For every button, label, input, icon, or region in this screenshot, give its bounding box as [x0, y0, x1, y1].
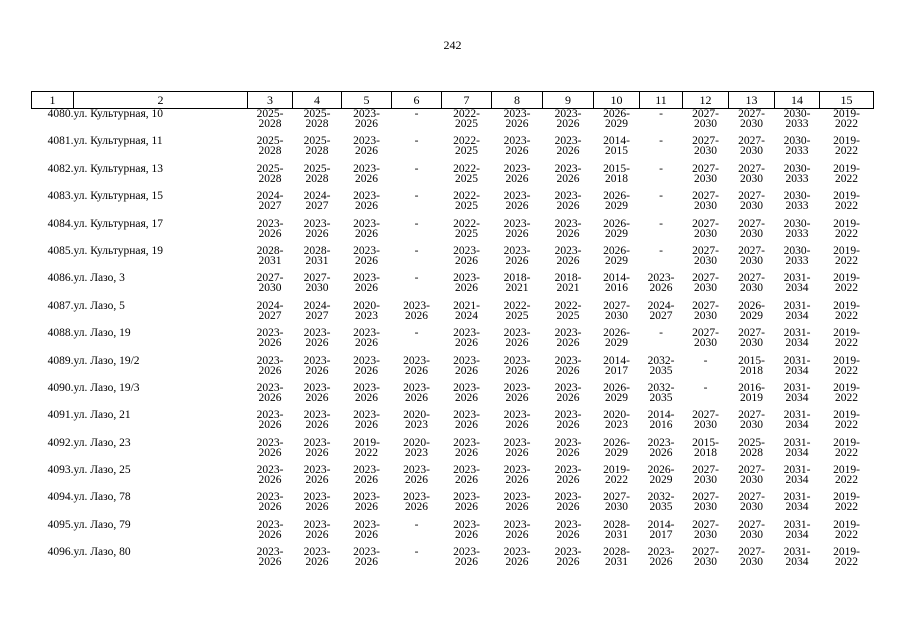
period-cell: 2023- 2026	[353, 327, 380, 350]
period-cell: 2023- 2026	[554, 464, 582, 487]
table-row	[32, 383, 874, 410]
period-cell: 2030- 2033	[783, 190, 811, 213]
period-cell: -	[414, 162, 419, 175]
period-cell: -	[703, 354, 708, 367]
period-cell: 2023- 2026	[256, 354, 284, 377]
period-cell: 2023- 2026	[353, 217, 380, 240]
row-number: 4090.	[47, 381, 74, 394]
row-number: 4086.	[47, 272, 74, 285]
row-number: 4092.	[47, 436, 74, 449]
period-cell: 2028- 2031	[603, 518, 630, 541]
period-cell: 2023- 2026	[554, 162, 582, 185]
period-cell: 2020- 2023	[603, 409, 630, 432]
period-cell: 2019- 2022	[833, 546, 860, 569]
period-cell: 2023- 2026	[554, 491, 582, 514]
address-cell: ул. Лазо, 78	[73, 491, 131, 504]
period-cell: 2027- 2030	[738, 217, 765, 240]
period-cell: -	[659, 108, 663, 120]
period-cell: 2023- 2026	[554, 354, 582, 377]
period-cell: 2031- 2034	[783, 381, 811, 404]
period-cell: 2023- 2026	[554, 381, 582, 404]
period-cell: 2030- 2033	[783, 244, 811, 267]
period-cell: 2025- 2028	[303, 135, 331, 158]
period-cell: 2023- 2026	[503, 464, 531, 487]
period-cell: 2027- 2030	[692, 135, 719, 158]
header-cell-3: 3	[248, 92, 293, 109]
period-cell: 2023- 2026	[503, 217, 531, 240]
header-cell-9: 9	[543, 92, 594, 109]
period-cell: 2026- 2029	[603, 436, 630, 459]
period-cell: 2019- 2022	[353, 436, 380, 459]
header-cell-7: 7	[442, 92, 492, 109]
period-cell: 2027- 2030	[692, 217, 719, 240]
period-cell: 2015- 2018	[738, 354, 765, 377]
period-cell: 2023- 2026	[503, 546, 531, 569]
period-cell: 2031- 2034	[783, 436, 811, 459]
period-cell: 2023- 2026	[353, 518, 380, 541]
period-cell: 2023- 2026	[256, 491, 284, 514]
period-cell: 2023- 2026	[503, 518, 531, 541]
period-cell: 2015- 2018	[603, 162, 630, 185]
header-cell-4: 4	[293, 92, 342, 109]
header-cell-14: 14	[775, 92, 820, 109]
period-cell: -	[659, 190, 663, 203]
period-cell: 2023- 2026	[403, 464, 430, 487]
period-cell: 2027- 2030	[692, 244, 719, 267]
page-number: 242	[443, 38, 462, 52]
period-cell: 2023- 2026	[453, 518, 480, 541]
period-cell: 2023- 2026	[453, 409, 480, 432]
period-cell: 2022- 2025	[554, 299, 582, 322]
period-cell: -	[414, 244, 419, 257]
period-cell: 2023- 2026	[503, 354, 531, 377]
period-cell: 2023- 2026	[256, 436, 284, 459]
period-cell: 2014- 2016	[603, 272, 630, 295]
period-cell: 2028- 2031	[256, 244, 284, 267]
table-row	[32, 136, 874, 163]
period-cell: 2023- 2026	[303, 381, 331, 404]
period-cell: 2023- 2026	[554, 108, 582, 130]
period-cell: 2023- 2026	[503, 327, 531, 350]
period-cell: 2022- 2025	[453, 108, 480, 130]
period-cell: 2027- 2030	[738, 491, 765, 514]
period-cell: 2025- 2028	[303, 162, 331, 185]
period-cell: 2027- 2030	[603, 299, 630, 322]
address-cell: ул. Культурная, 19	[73, 244, 164, 257]
period-cell: 2031- 2034	[783, 409, 811, 432]
period-cell: 2023- 2026	[503, 436, 531, 459]
period-cell: -	[414, 190, 419, 203]
address-cell: ул. Лазо, 25	[73, 464, 131, 477]
period-cell: 2021- 2024	[453, 299, 480, 322]
period-cell: 2023- 2026	[353, 491, 380, 514]
period-cell: 2027- 2030	[692, 162, 719, 185]
period-cell: 2027- 2030	[256, 272, 284, 295]
period-cell: 2031- 2034	[783, 518, 811, 541]
period-cell: 2027- 2030	[738, 244, 765, 267]
period-cell: 2023- 2026	[647, 272, 675, 295]
period-cell: 2027- 2030	[738, 108, 765, 130]
period-cell: 2019- 2022	[833, 464, 860, 487]
period-cell: 2023- 2026	[353, 409, 380, 432]
header-cell-2: 2	[74, 92, 248, 109]
period-cell: 2031- 2034	[783, 354, 811, 377]
period-cell: 2019- 2022	[833, 272, 860, 295]
row-number: 4088.	[47, 327, 74, 340]
address-cell: ул. Лазо, 19/2	[73, 354, 140, 367]
period-cell: 2027- 2030	[692, 190, 719, 213]
period-cell: 2023- 2026	[503, 381, 531, 404]
period-cell: 2026- 2029	[603, 244, 630, 267]
header-cell-6: 6	[392, 92, 442, 109]
table-row	[32, 356, 874, 383]
period-cell: 2023- 2026	[403, 299, 430, 322]
period-cell: 2022- 2025	[503, 299, 531, 322]
row-number: 4091.	[47, 409, 74, 422]
period-cell: 2027- 2030	[692, 108, 719, 130]
period-cell: 2023- 2026	[353, 272, 380, 295]
period-cell: 2023- 2026	[303, 217, 331, 240]
period-cell: -	[703, 381, 708, 394]
period-cell: 2024- 2027	[303, 190, 331, 213]
period-cell: 2028- 2031	[603, 546, 630, 569]
period-cell: 2019- 2022	[833, 217, 860, 240]
period-cell: 2023- 2026	[647, 436, 675, 459]
period-cell: 2020- 2023	[353, 299, 380, 322]
row-number: 4089.	[47, 354, 74, 367]
address-cell: ул. Лазо, 5	[73, 299, 125, 312]
period-cell: -	[414, 272, 419, 285]
period-cell: -	[659, 327, 663, 340]
period-cell: 2014- 2016	[647, 409, 675, 432]
table-row	[32, 520, 874, 547]
period-cell: 2023- 2026	[554, 244, 582, 267]
period-cell: 2018- 2021	[503, 272, 531, 295]
period-cell: 2023- 2026	[503, 135, 531, 158]
period-cell: -	[414, 518, 419, 531]
row-number: 4096.	[47, 546, 74, 559]
address-cell: ул. Культурная, 13	[73, 162, 164, 175]
period-cell: 2023- 2026	[353, 135, 380, 158]
period-cell: 2020- 2023	[403, 436, 430, 459]
period-cell: 2031- 2034	[783, 299, 811, 322]
period-cell: 2023- 2026	[256, 409, 284, 432]
period-cell: 2023- 2026	[256, 464, 284, 487]
period-cell: 2027- 2030	[303, 272, 331, 295]
address-cell: ул. Лазо, 21	[73, 409, 131, 422]
period-cell: 2014- 2017	[603, 354, 630, 377]
period-cell: 2022- 2025	[453, 217, 480, 240]
period-cell: 2019- 2022	[833, 327, 860, 350]
row-number: 4082.	[47, 162, 74, 175]
period-cell: 2023- 2026	[647, 546, 675, 569]
period-cell: 2023- 2026	[256, 327, 284, 350]
period-cell: 2023- 2026	[453, 464, 480, 487]
period-cell: 2026- 2029	[738, 299, 765, 322]
period-cell: 2031- 2034	[783, 491, 811, 514]
period-cell: 2025- 2028	[256, 108, 284, 130]
period-cell: 2023- 2026	[453, 381, 480, 404]
period-cell: 2026- 2029	[603, 217, 630, 240]
period-cell: 2027- 2030	[738, 190, 765, 213]
period-cell: 2023- 2026	[256, 217, 284, 240]
table-body	[32, 109, 874, 575]
period-cell: 2023- 2026	[256, 381, 284, 404]
period-cell: 2023- 2026	[303, 464, 331, 487]
period-cell: 2023- 2026	[256, 518, 284, 541]
period-cell: 2025- 2028	[738, 436, 765, 459]
row-number: 4080.	[47, 108, 74, 120]
address-cell: ул. Лазо, 3	[73, 272, 125, 285]
period-cell: 2022- 2025	[453, 190, 480, 213]
period-cell: 2019- 2022	[833, 162, 860, 185]
header-cell-13: 13	[729, 92, 775, 109]
period-cell: 2023- 2026	[303, 327, 331, 350]
period-cell: 2023- 2026	[353, 464, 380, 487]
table-header	[32, 92, 874, 109]
address-cell: ул. Лазо, 80	[73, 546, 131, 559]
table-row	[32, 246, 874, 273]
period-cell: 2019- 2022	[833, 190, 860, 213]
period-cell: 2023- 2026	[453, 546, 480, 569]
row-number: 4095.	[47, 518, 74, 531]
period-cell: 2026- 2029	[647, 464, 675, 487]
row-number: 4083.	[47, 190, 74, 203]
row-number: 4087.	[47, 299, 74, 312]
period-cell: 2031- 2034	[783, 272, 811, 295]
header-cell-10: 10	[594, 92, 640, 109]
period-cell: 2023- 2026	[353, 244, 380, 267]
period-cell: 2027- 2030	[738, 327, 765, 350]
period-cell: 2027- 2030	[692, 546, 719, 569]
period-cell: 2027- 2030	[692, 327, 719, 350]
period-cell: 2023- 2026	[554, 217, 582, 240]
period-cell: 2019- 2022	[833, 409, 860, 432]
address-cell: ул. Культурная, 17	[73, 217, 164, 230]
period-cell: 2024- 2027	[303, 299, 331, 322]
period-cell: 2019- 2022	[833, 381, 860, 404]
period-cell: 2022- 2025	[453, 162, 480, 185]
period-cell: 2026- 2029	[603, 108, 630, 130]
period-cell: 2032- 2035	[647, 354, 675, 377]
header-cell-15: 15	[820, 92, 874, 109]
period-cell: 2019- 2022	[833, 436, 860, 459]
period-cell: 2023- 2026	[554, 190, 582, 213]
period-cell: 2023- 2026	[303, 518, 331, 541]
period-cell: 2018- 2021	[554, 272, 582, 295]
address-cell: ул. Культурная, 10	[73, 108, 164, 120]
period-cell: 2020- 2023	[403, 409, 430, 432]
period-cell: 2015- 2018	[692, 436, 719, 459]
period-cell: 2031- 2034	[783, 464, 811, 487]
period-cell: 2023- 2026	[554, 135, 582, 158]
table-row	[32, 273, 874, 300]
table-row	[32, 410, 874, 437]
period-cell: 2024- 2027	[256, 190, 284, 213]
period-cell: 2030- 2033	[783, 162, 811, 185]
header-cell-8: 8	[492, 92, 543, 109]
period-cell: 2023- 2026	[353, 546, 380, 569]
period-cell: 2027- 2030	[738, 409, 765, 432]
period-cell: 2032- 2035	[647, 381, 675, 404]
period-cell: 2023- 2026	[453, 244, 480, 267]
period-cell: 2019- 2022	[833, 354, 860, 377]
period-cell: -	[414, 135, 419, 148]
address-cell: ул. Культурная, 11	[73, 135, 163, 148]
table-row	[32, 438, 874, 465]
period-cell: 2019- 2022	[833, 135, 860, 158]
period-cell: 2019- 2022	[833, 491, 860, 514]
address-cell: ул. Культурная, 15	[73, 190, 164, 203]
table-row	[32, 328, 874, 355]
period-cell: 2027- 2030	[738, 162, 765, 185]
row-number: 4085.	[47, 244, 74, 257]
period-cell: 2027- 2030	[692, 272, 719, 295]
period-cell: -	[659, 135, 663, 148]
period-cell: -	[659, 162, 663, 175]
period-cell: 2025- 2028	[256, 162, 284, 185]
header-cell-5: 5	[342, 92, 392, 109]
period-cell: 2027- 2030	[692, 409, 719, 432]
period-cell: 2023- 2026	[503, 491, 531, 514]
period-cell: 2023- 2026	[353, 190, 380, 213]
period-cell: 2023- 2026	[554, 436, 582, 459]
period-cell: -	[414, 108, 419, 120]
period-cell: 2027- 2030	[738, 518, 765, 541]
period-cell: 2023- 2026	[303, 491, 331, 514]
period-cell: 2023- 2026	[453, 491, 480, 514]
period-cell: 2027- 2030	[692, 464, 719, 487]
table-row	[32, 164, 874, 191]
period-cell: 2023- 2026	[303, 546, 331, 569]
period-cell: 2027- 2030	[738, 546, 765, 569]
period-cell: 2028- 2031	[303, 244, 331, 267]
period-cell: 2023- 2026	[554, 518, 582, 541]
table-row	[32, 219, 874, 246]
period-cell: 2023- 2026	[453, 272, 480, 295]
period-cell: 2023- 2026	[503, 409, 531, 432]
period-cell: 2026- 2029	[603, 381, 630, 404]
period-cell: 2024- 2027	[256, 299, 284, 322]
period-cell: 2030- 2033	[783, 108, 811, 130]
period-cell: 2023- 2026	[353, 381, 380, 404]
period-cell: 2023- 2026	[554, 327, 582, 350]
table-row	[32, 109, 874, 137]
period-cell: 2023- 2026	[256, 546, 284, 569]
period-cell: 2014- 2017	[647, 518, 675, 541]
header-cell-11: 11	[640, 92, 683, 109]
period-cell: 2023- 2026	[403, 491, 430, 514]
period-cell: 2023- 2026	[303, 354, 331, 377]
address-cell: ул. Лазо, 19	[73, 327, 131, 340]
table-row	[32, 465, 874, 492]
period-cell: 2014- 2015	[603, 135, 630, 158]
period-cell: 2027- 2030	[738, 135, 765, 158]
header-cell-1: 1	[32, 92, 74, 109]
row-number: 4094.	[47, 491, 74, 504]
period-cell: 2022- 2025	[453, 135, 480, 158]
period-cell: 2027- 2030	[603, 491, 630, 514]
period-cell: 2030- 2033	[783, 217, 811, 240]
period-cell: 2023- 2026	[303, 436, 331, 459]
period-cell: 2027- 2030	[738, 464, 765, 487]
period-cell: 2019- 2022	[833, 244, 860, 267]
schedule-table	[31, 91, 874, 575]
period-cell: 2030- 2033	[783, 135, 811, 158]
period-cell: -	[414, 217, 419, 230]
period-cell: 2023- 2026	[503, 108, 531, 130]
period-cell: 2023- 2026	[503, 190, 531, 213]
row-number: 4081.	[47, 135, 74, 148]
period-cell: 2026- 2029	[603, 190, 630, 213]
row-number: 4084.	[47, 217, 74, 230]
period-cell: 2023- 2026	[353, 354, 380, 377]
address-cell: ул. Лазо, 19/3	[73, 381, 140, 394]
period-cell: 2027- 2030	[692, 491, 719, 514]
period-cell: 2031- 2034	[783, 546, 811, 569]
period-cell: 2027- 2030	[692, 299, 719, 322]
period-cell: 2024- 2027	[647, 299, 675, 322]
period-cell: 2019- 2022	[833, 108, 860, 130]
period-cell: 2032- 2035	[647, 491, 675, 514]
table-row	[32, 301, 874, 328]
period-cell: 2031- 2034	[783, 327, 811, 350]
period-cell: 2023- 2026	[554, 546, 582, 569]
period-cell: -	[659, 244, 663, 257]
row-number: 4093.	[47, 464, 74, 477]
period-cell: 2025- 2028	[303, 108, 331, 130]
period-cell: 2025- 2028	[256, 135, 284, 158]
table-row	[32, 547, 874, 574]
period-cell: 2016- 2019	[738, 381, 765, 404]
period-cell: 2023- 2026	[303, 409, 331, 432]
period-cell: -	[414, 546, 419, 559]
period-cell: 2026- 2029	[603, 327, 630, 350]
period-cell: 2019- 2022	[833, 299, 860, 322]
table-row	[32, 191, 874, 218]
period-cell: 2027- 2030	[692, 518, 719, 541]
address-cell: ул. Лазо, 23	[73, 436, 131, 449]
period-cell: 2023- 2026	[353, 108, 380, 130]
period-cell: 2019- 2022	[833, 518, 860, 541]
period-cell: 2027- 2030	[738, 272, 765, 295]
header-row	[32, 92, 874, 109]
period-cell: 2023- 2026	[503, 162, 531, 185]
period-cell: -	[414, 327, 419, 340]
period-cell: 2023- 2026	[453, 354, 480, 377]
period-cell: 2023- 2026	[403, 354, 430, 377]
period-cell: 2023- 2026	[453, 327, 480, 350]
header-cell-12: 12	[683, 92, 729, 109]
period-cell: 2023- 2026	[453, 436, 480, 459]
period-cell: 2023- 2026	[503, 244, 531, 267]
period-cell: 2019- 2022	[603, 464, 630, 487]
address-cell: ул. Лазо, 79	[73, 518, 131, 531]
period-cell: 2023- 2026	[353, 162, 380, 185]
table-row	[32, 492, 874, 519]
period-cell: -	[659, 217, 663, 230]
period-cell: 2023- 2026	[403, 381, 430, 404]
period-cell: 2023- 2026	[554, 409, 582, 432]
